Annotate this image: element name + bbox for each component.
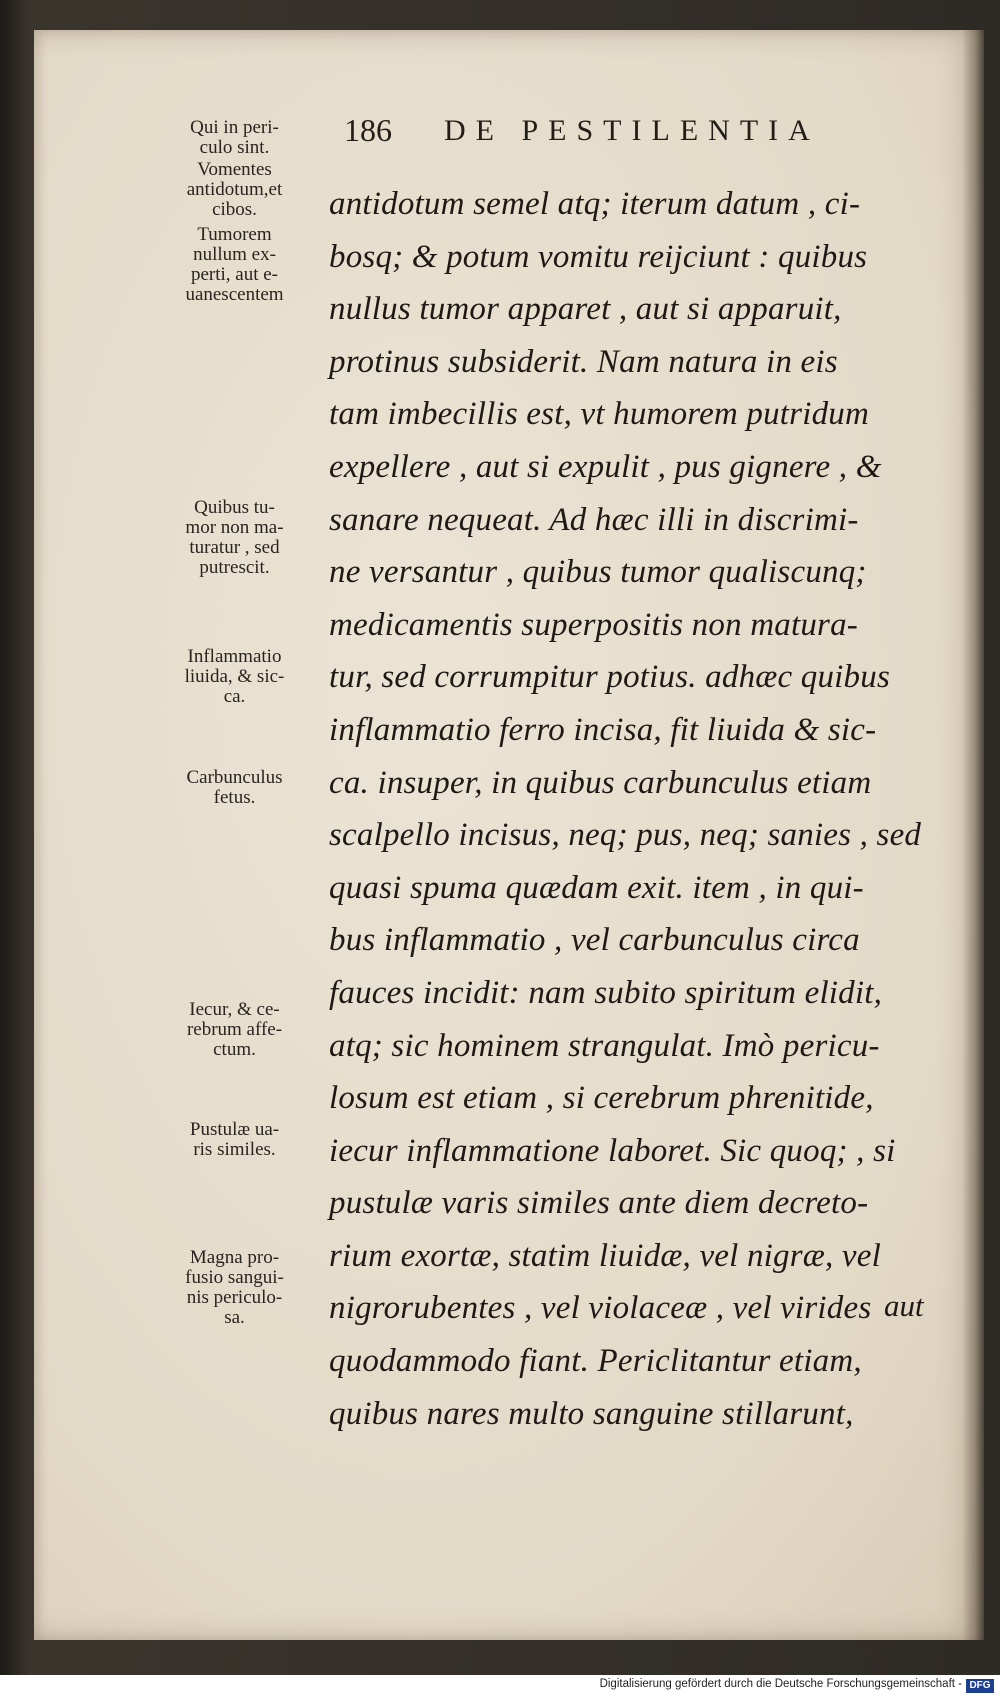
margin-note-line: ctum. — [213, 1039, 256, 1060]
margin-note-line: uanescentem — [185, 284, 284, 305]
margin-note-line: sa. — [224, 1307, 245, 1328]
margin-note-line: culo sint. — [199, 137, 270, 158]
footer-bar — [0, 1675, 1000, 1697]
text-line: scalpello incisus, neq; pus, neq; sanies , sed — [329, 817, 922, 854]
text-line: bus inflammatio , vel carbunculus circa — [329, 922, 860, 959]
margin-note-line: Carbunculus — [186, 767, 283, 788]
running-head: DE PESTILENTIA — [444, 114, 820, 147]
text-line: quodammodo fiant. Periclitantur etiam, — [329, 1343, 862, 1380]
margin-note — [152, 1248, 317, 1328]
margin-note-line: nullum ex- — [193, 244, 276, 265]
margin-note-line: Qui in peri- — [190, 117, 279, 138]
text-line: protinus subsiderit. Nam natura in eis — [329, 343, 838, 380]
text-line: antidotum semel atq; iterum datum , ci- — [329, 186, 861, 222]
text-line: sanare nequeat. Ad hæc illi in discrimi- — [329, 501, 859, 538]
margin-note-line: perti, aut e- — [190, 264, 279, 285]
text-line: nigrorubentes , vel violaceæ , vel virides — [329, 1290, 872, 1327]
text-line: atq; sic hominem strangulat. Imò pericu- — [329, 1027, 880, 1064]
text-line: quibus nares multo sanguine stillarunt, — [329, 1395, 854, 1432]
text-line: ne versantur , quibus tumor qualiscunq; — [329, 554, 867, 591]
text-line: medicamentis superpositis non matura- — [329, 606, 858, 643]
text-line: rium exortæ, statim liuidæ, vel nigræ, vel — [329, 1237, 881, 1274]
margin-note-line: cibos. — [212, 199, 257, 220]
margin-note — [152, 118, 317, 158]
text-line: inflammatio ferro incisa, fit liuida & sic- — [329, 711, 877, 748]
text-line: tur, sed corrumpitur potius. adhæc quibus — [329, 659, 890, 696]
dfg-logo-icon: DFG — [966, 1679, 994, 1693]
margin-note-line: liuida, & sic- — [184, 666, 285, 687]
margin-note-line: putrescit. — [199, 557, 270, 578]
text-line: nullus tumor apparet , aut si apparuit, — [329, 291, 842, 328]
margin-notes — [152, 30, 312, 1640]
margin-note — [152, 1120, 317, 1160]
margin-note — [152, 1000, 317, 1060]
footer-credit: Digitalisierung gefördert durch die Deutsche Forschungsgemeinschaft - — [599, 1678, 962, 1690]
margin-note-line: Inflammatio — [187, 646, 282, 667]
text-line: tam imbecillis est, vt humorem putridum — [329, 396, 870, 433]
margin-note-line: fusio sangui- — [185, 1267, 284, 1288]
text-line: pustulæ varis similes ante diem decreto- — [329, 1185, 869, 1222]
margin-note-line: Iecur, & ce- — [189, 999, 280, 1020]
text-line: ca. insuper, in quibus carbunculus etiam — [329, 764, 872, 801]
text-line: bosq; & potum vomitu reijciunt : quibus — [329, 238, 868, 275]
text-line: fauces incidit: nam subito spiritum elidit, — [329, 974, 883, 1011]
page-number: 186 — [344, 112, 392, 148]
margin-note — [152, 225, 317, 305]
margin-note — [152, 768, 317, 808]
book-page — [34, 30, 984, 1640]
text-line: iecur inflammatione laboret. Sic quoq; , si — [329, 1132, 896, 1169]
margin-note — [152, 498, 317, 578]
text-line: losum est etiam , si cerebrum phrenitide, — [329, 1080, 874, 1117]
margin-note-line: mor non ma- — [185, 517, 284, 538]
margin-note — [152, 160, 317, 220]
margin-note-line: antidotum,et — [186, 179, 283, 200]
margin-note-line: Vomentes — [197, 159, 272, 180]
margin-note-line: Quibus tu- — [194, 497, 275, 518]
margin-note-line: fetus. — [213, 787, 256, 808]
page-edge-shadow — [962, 30, 984, 1640]
margin-note-line: ris similes. — [193, 1139, 276, 1160]
body-text — [329, 178, 922, 1440]
margin-note — [152, 647, 317, 707]
margin-note-line: Pustulæ ua- — [189, 1119, 280, 1140]
text-line: expellere , aut si expulit , pus gignere , & — [329, 448, 882, 485]
margin-note-line: Tumorem — [197, 224, 272, 245]
catchword: aut — [884, 1288, 924, 1323]
text-line: quasi spuma quædam exit. item , in qui- — [329, 869, 864, 906]
margin-note-line: nis periculo- — [186, 1287, 283, 1308]
margin-note-line: Magna pro- — [189, 1247, 280, 1268]
margin-note-line: ca. — [223, 686, 246, 707]
margin-note-line: turatur , sed — [189, 537, 280, 558]
margin-note-line: rebrum affe- — [186, 1019, 283, 1040]
